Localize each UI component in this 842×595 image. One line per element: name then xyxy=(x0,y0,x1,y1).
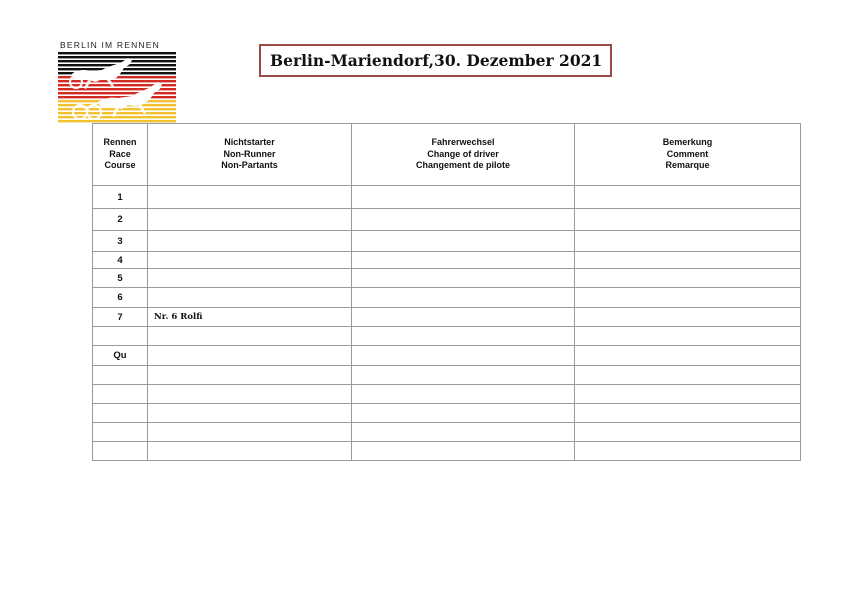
nonrunner-column-header xyxy=(148,124,352,186)
remark-cell xyxy=(575,404,801,423)
driver-change-cell xyxy=(352,269,575,288)
driver-change-cell xyxy=(352,186,575,209)
table-row xyxy=(93,385,801,404)
header-label: Changement de pilote xyxy=(415,160,510,171)
logo-stripe xyxy=(58,52,176,54)
table-row xyxy=(93,231,801,252)
header-label: Bemerkung xyxy=(662,137,713,148)
header-label: Non-Runner xyxy=(223,148,276,159)
remark-cell xyxy=(575,346,801,366)
header-label: Course xyxy=(104,160,136,171)
remark-cell xyxy=(575,186,801,209)
remark-cell xyxy=(575,442,801,461)
nonrunner-cell xyxy=(148,186,352,209)
nonrunner-cell xyxy=(148,442,352,461)
driver-change-cell xyxy=(352,308,575,327)
race-cell xyxy=(93,385,148,404)
table-row xyxy=(93,423,801,442)
logo-stripe xyxy=(58,60,176,62)
table-row xyxy=(93,442,801,461)
table-row xyxy=(93,186,801,209)
remark-cell xyxy=(575,423,801,442)
logo-stripe xyxy=(58,56,176,58)
nonrunner-cell xyxy=(148,231,352,252)
remark-cell xyxy=(575,209,801,231)
nonrunner-cell xyxy=(148,269,352,288)
table-row xyxy=(93,327,801,346)
logo-stripe xyxy=(58,80,176,82)
race-cell: 5 xyxy=(93,269,148,288)
logo-stripe xyxy=(58,112,176,114)
table-row xyxy=(93,252,801,269)
race-column-header xyxy=(93,124,148,186)
remark-cell xyxy=(575,252,801,269)
driver-change-column-header xyxy=(352,124,575,186)
race-cell xyxy=(93,327,148,346)
nonrunner-cell xyxy=(148,288,352,308)
table-row xyxy=(93,288,801,308)
remark-cell xyxy=(575,269,801,288)
nonrunner-cell xyxy=(148,252,352,269)
header-label: Race xyxy=(109,148,131,159)
nonrunner-cell xyxy=(148,366,352,385)
header-label: Remarque xyxy=(665,160,710,171)
driver-change-cell xyxy=(352,404,575,423)
driver-change-cell xyxy=(352,288,575,308)
race-cell: 7 xyxy=(93,308,148,327)
race-cell xyxy=(93,442,148,461)
nonrunner-cell xyxy=(148,385,352,404)
header-label: Comment xyxy=(666,148,709,159)
nonrunner-cell xyxy=(148,327,352,346)
page-title: Berlin-Mariendorf,30. Dezember 2021 xyxy=(259,44,612,77)
driver-change-cell xyxy=(352,423,575,442)
race-cell xyxy=(93,366,148,385)
race-cell: 1 xyxy=(93,186,148,209)
race-cell: 6 xyxy=(93,288,148,308)
nonrunner-cell xyxy=(148,404,352,423)
table-row xyxy=(93,209,801,231)
nonrunner-cell xyxy=(148,346,352,366)
header-label: Fahrerwechsel xyxy=(431,137,495,148)
header-row xyxy=(93,124,801,186)
driver-change-cell xyxy=(352,442,575,461)
nonrunner-cell xyxy=(148,209,352,231)
race-cell xyxy=(93,404,148,423)
remark-column-header xyxy=(575,124,801,186)
driver-change-cell xyxy=(352,346,575,366)
driver-change-cell xyxy=(352,385,575,404)
table-row xyxy=(93,308,801,327)
remark-cell xyxy=(575,385,801,404)
logo-text: BERLIN IM RENNEN xyxy=(60,40,160,50)
table-row xyxy=(93,366,801,385)
nonrunner-cell: Nr. 6 Rolfi xyxy=(148,308,352,327)
non-runner-table xyxy=(92,123,801,461)
header-label: Nichtstarter xyxy=(224,137,275,148)
remark-cell xyxy=(575,231,801,252)
table-row xyxy=(93,269,801,288)
remark-cell xyxy=(575,308,801,327)
driver-change-cell xyxy=(352,252,575,269)
table-row xyxy=(93,404,801,423)
header-label: Rennen xyxy=(103,137,137,148)
race-cell: 3 xyxy=(93,231,148,252)
race-cell xyxy=(93,423,148,442)
race-cell: 4 xyxy=(93,252,148,269)
header-label: Non-Partants xyxy=(221,160,278,171)
berlin-im-rennen-logo xyxy=(58,40,178,124)
driver-change-cell xyxy=(352,209,575,231)
driver-change-cell xyxy=(352,327,575,346)
race-cell: Qu xyxy=(93,346,148,366)
table-row xyxy=(93,346,801,366)
header-label: Change of driver xyxy=(427,148,499,159)
nonrunner-cell xyxy=(148,423,352,442)
driver-change-cell xyxy=(352,231,575,252)
horse-stripes-logo-icon xyxy=(58,52,176,124)
remark-cell xyxy=(575,327,801,346)
driver-change-cell xyxy=(352,366,575,385)
race-cell: 2 xyxy=(93,209,148,231)
remark-cell xyxy=(575,288,801,308)
remark-cell xyxy=(575,366,801,385)
logo-stripe xyxy=(58,92,176,94)
